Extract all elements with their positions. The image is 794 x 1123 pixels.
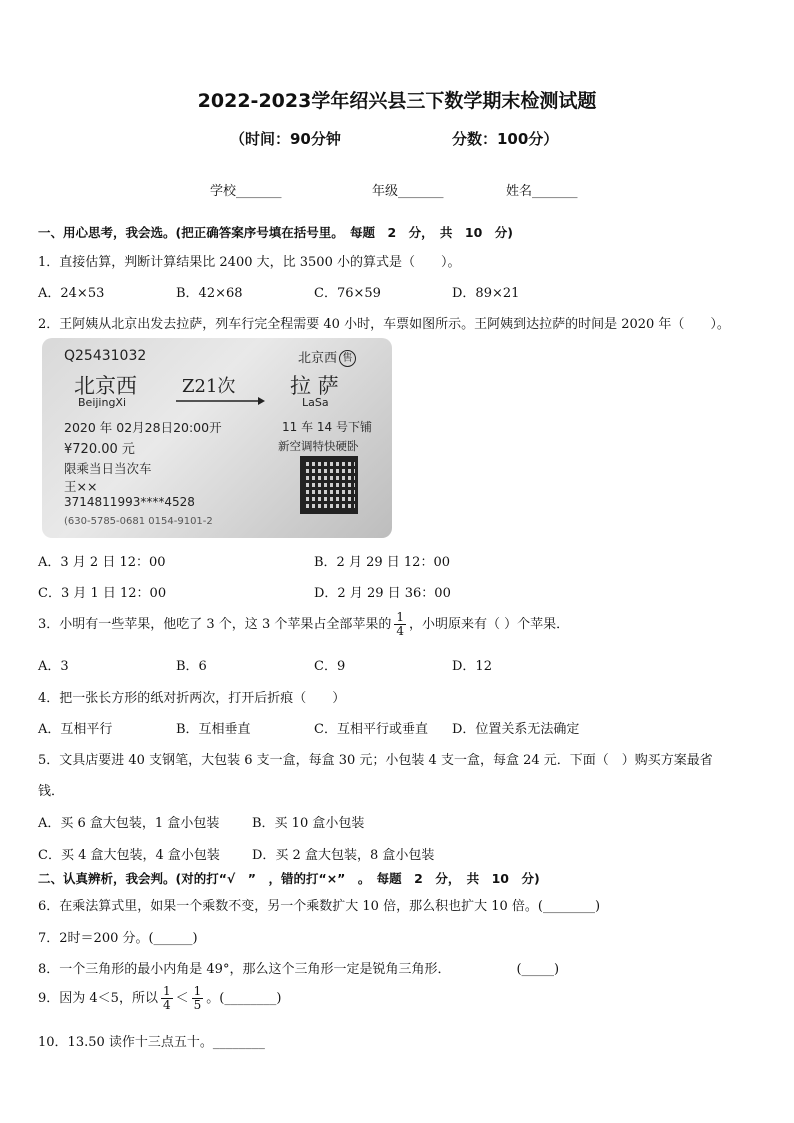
question-4: 4．把一张长方形的纸对折两次，打开后折痕（ ） — [38, 691, 346, 706]
school-field: 学校_______ — [210, 184, 282, 199]
option-a: A．24×53 — [38, 286, 105, 301]
option-d: D．买 2 盒大包装，8 盒小包装 — [252, 848, 435, 863]
option-c: C．买 4 盒大包装，4 盒小包装 — [38, 848, 220, 863]
question-7: 7．2时＝200 分。(______) — [38, 931, 198, 946]
option-b: B．买 10 盒小包装 — [252, 816, 365, 831]
ticket-to-pinyin: LaSa — [302, 396, 329, 409]
ticket-from-pinyin: BeijingXi — [78, 396, 127, 409]
exam-score: 分数：100分） — [452, 130, 559, 148]
answer-blank: (_____) — [516, 962, 560, 977]
option-a: A．3 月 2 日 12：00 — [38, 555, 166, 570]
question-8: 8．一个三角形的最小内角是 49°，那么这个三角形一定是锐角三角形． (_____) — [38, 962, 560, 977]
ticket-serial: Q25431032 — [64, 348, 147, 364]
option-b: B．2 月 29 日 12：00 — [314, 555, 450, 570]
ticket-train-number: Z21次 — [182, 376, 236, 397]
ticket-station-top: 北京西 售 — [298, 347, 356, 367]
option-c: C．76×59 — [314, 286, 381, 301]
option-d: D．12 — [452, 659, 492, 674]
fraction-one-fifth: $\frac{1}{5}$ — [193, 984, 202, 1012]
ticket-id-number: 3714811993****4528 — [64, 495, 195, 509]
direction-arrow-icon — [174, 396, 266, 406]
ticket-to: 拉 萨 — [290, 374, 339, 398]
option-c: C．互相平行或垂直 — [314, 722, 428, 737]
question-2: 2．王阿姨从北京出发去拉萨，列车行完全程需要 40 小时，车票如图所示。王阿姨到达拉萨的时间是 2020 年（ ）。 — [38, 317, 730, 332]
option-c: C．3 月 1 日 12：00 — [38, 586, 167, 601]
train-ticket-image — [42, 338, 392, 538]
fraction-one-quarter: $\frac{1}{4}$ — [162, 984, 171, 1012]
question-10: 10．13.50 读作十三点五十。________ — [38, 1035, 265, 1050]
option-a: A．3 — [38, 659, 69, 674]
option-a: A．互相平行 — [38, 722, 113, 737]
ticket-car-type: 新空调特快硬卧 — [278, 439, 359, 453]
ticket-from: 北京西 — [74, 374, 137, 398]
question-3: 3．小明有一些苹果，他吃了 3 个，这 3 个苹果占全部苹果的 $\frac{1}{4}$ ，小明原来有（ ）个苹果． — [38, 610, 570, 638]
question-1: 1．直接估算，判断计算结果比 2400 大，比 3500 小的算式是（ ）。 — [38, 255, 461, 270]
fraction-one-quarter: $\frac{1}{4}$ — [396, 610, 404, 638]
option-b: B．42×68 — [176, 286, 243, 301]
option-d: D．位置关系无法确定 — [452, 722, 580, 737]
option-b: B．互相垂直 — [176, 722, 251, 737]
ticket-seat: 11 车 14 号下铺 — [282, 420, 372, 434]
grade-field: 年级_______ — [372, 184, 444, 199]
section-1-heading: 一、用心思考，我会选。(把正确答案序号填在括号里。 每题 2 分， 共 10 分) — [38, 225, 514, 240]
ticket-passenger: 王×× — [64, 479, 98, 494]
option-b: B．6 — [176, 659, 207, 674]
ticket-price: ¥720.00 元 — [64, 442, 135, 457]
ticket-limit: 限乘当日当次车 — [64, 461, 152, 476]
question-5-line-2: 钱． — [38, 784, 65, 799]
option-d: D．2 月 29 日 36：00 — [314, 586, 451, 601]
question-6: 6．在乘法算式里，如果一个乘数不变，另一个乘数扩大 10 倍，那么积也扩大 10 倍。(________) — [38, 899, 601, 914]
option-d: D．89×21 — [452, 286, 520, 301]
qr-code-icon — [300, 456, 358, 514]
ticket-datetime: 2020 年 02月28日20:00开 — [64, 420, 222, 435]
question-9: 9．因为 4＜5，所以 $\frac{1}{4}$ ＜ $\frac{1}{5}$ 。(________) — [38, 984, 282, 1012]
ticket-bottom-code: (630-5785-0681 0154-9101-2 — [64, 516, 213, 527]
option-c: C．9 — [314, 659, 346, 674]
name-field: 姓名_______ — [506, 184, 578, 199]
exam-time: （时间：90分钟 — [230, 130, 341, 148]
option-a: A．买 6 盒大包装，1 盒小包装 — [38, 816, 220, 831]
question-5-line-1: 5．文具店要进 40 支钢笔，大包装 6 支一盒，每盒 30 元；小包装 4 支一盒，每盒 24 元．下面（ ）购买方案最省 — [38, 753, 713, 768]
page-title: 2022-2023学年绍兴县三下数学期末检测试题 — [197, 90, 597, 112]
section-2-heading: 二、认真辨析，我会判。(对的打“√ ” ，错的打“×” 。 每题 2 分， 共 10 分) — [38, 871, 540, 886]
sale-stamp-icon: 售 — [339, 350, 356, 367]
